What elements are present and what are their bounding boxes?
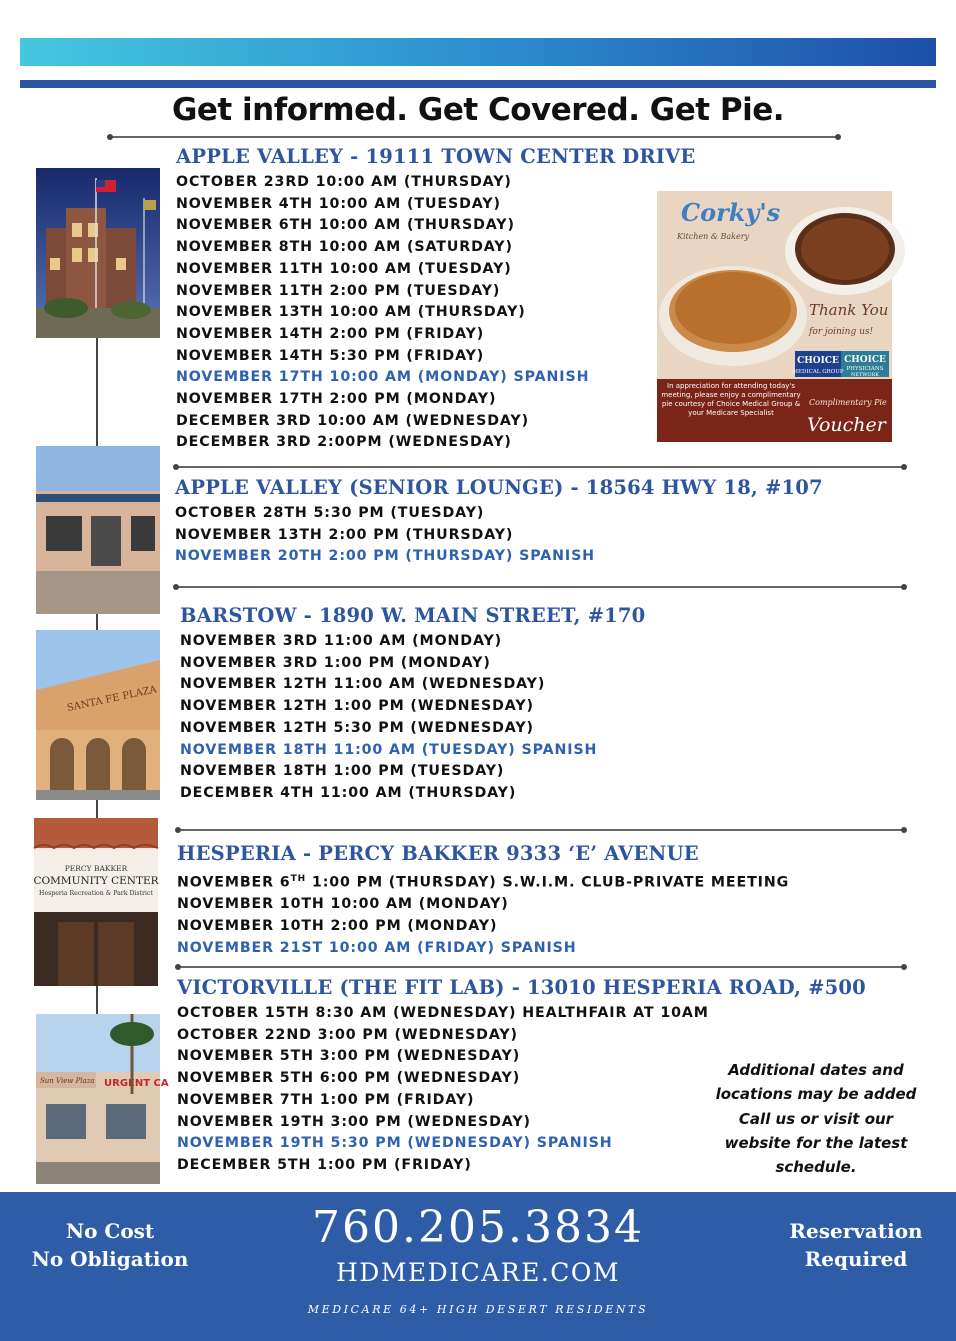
required-text: Required <box>804 1247 908 1271</box>
schedule-line-spanish: NOVEMBER 20TH 2:00 PM (THURSDAY) SPANISH <box>175 548 595 565</box>
schedule-line-spanish: NOVEMBER 21ST 10:00 AM (FRIDAY) SPANISH <box>177 939 577 956</box>
schedule-line: NOVEMBER 10TH 10:00 AM (MONDAY) <box>177 896 509 913</box>
timeline-connector <box>96 336 98 456</box>
website-link[interactable]: HDMEDICARE.COM <box>335 1258 621 1287</box>
no-cost-text: No Cost <box>65 1219 155 1243</box>
phone-number[interactable]: 760.205.3834 <box>312 1202 644 1253</box>
logo-right-1: CHOICE <box>844 355 886 365</box>
schedule-line: NOVEMBER 13TH 10:00 AM (THURSDAY) <box>176 304 526 321</box>
voucher-brand: Corky's <box>681 198 781 227</box>
barstow-sign-text: SANTA FE PLAZA <box>66 684 158 715</box>
schedule-line: NOVEMBER 5TH 3:00 PM (WEDNESDAY) <box>177 1048 521 1065</box>
schedule-line: NOVEMBER 8TH 10:00 AM (SATURDAY) <box>176 239 513 256</box>
divider-headline <box>110 136 838 138</box>
divider <box>176 466 904 468</box>
top-thin-bar <box>20 80 936 88</box>
schedule-line: NOVEMBER 19TH 3:00 PM (WEDNESDAY) <box>177 1113 531 1130</box>
schedule-line: NOVEMBER 6TH 10:00 AM (THURSDAY) <box>176 217 515 234</box>
section-title: HESPERIA - PERCY BAKKER 9333 ‘E’ AVENUE <box>177 842 699 865</box>
divider <box>176 586 904 588</box>
schedule-line: OCTOBER 22ND 3:00 PM (WEDNESDAY) <box>177 1026 518 1043</box>
logo-right-2: PHYSICIANS <box>846 366 884 372</box>
schedule-line: NOVEMBER 4TH 10:00 AM (TUESDAY) <box>176 195 501 212</box>
headline: Get informed. Get Covered. Get Pie. <box>171 92 785 128</box>
section-title: BARSTOW - 1890 W. MAIN STREET, #170 <box>180 604 646 627</box>
section-title: APPLE VALLEY (SENIOR LOUNGE) - 18564 HWY 18, #107 <box>175 476 823 499</box>
schedule-line: NOVEMBER 18TH 1:00 PM (TUESDAY) <box>180 763 505 780</box>
hesperia-sign-line2: COMMUNITY CENTER <box>33 875 159 887</box>
schedule-line: NOVEMBER 14TH 2:00 PM (FRIDAY) <box>176 325 485 342</box>
photo-barstow-plaza <box>36 630 160 800</box>
schedule-line: NOVEMBER 5TH 6:00 PM (WEDNESDAY) <box>177 1070 521 1087</box>
schedule-line: OCTOBER 23RD 10:00 AM (THURSDAY) <box>176 174 512 190</box>
schedule-line-spanish: NOVEMBER 17TH 10:00 AM (MONDAY) SPANISH <box>176 369 590 386</box>
schedule-line: NOVEMBER 7TH 1:00 PM (FRIDAY) <box>177 1091 475 1108</box>
voucher-word: Voucher <box>807 414 886 436</box>
photo-apple-valley-building <box>36 168 160 338</box>
footer-tagline: MEDICARE 64+ HIGH DESERT RESIDENTS <box>307 1303 649 1316</box>
schedule-line: NOVEMBER 12TH 11:00 AM (WEDNESDAY) <box>180 676 546 693</box>
schedule-line: NOVEMBER 10TH 2:00 PM (MONDAY) <box>177 918 498 935</box>
schedule-line: NOVEMBER 17TH 2:00 PM (MONDAY) <box>176 391 497 408</box>
schedule-line: NOVEMBER 11TH 2:00 PM (TUESDAY) <box>176 282 501 299</box>
note-line: Call us or visit our <box>738 1109 894 1128</box>
schedule-line: NOVEMBER 12TH 5:30 PM (WEDNESDAY) <box>180 719 534 736</box>
schedule-line: NOVEMBER 3RD 11:00 AM (MONDAY) <box>180 633 503 649</box>
schedule-line-rest: 1:00 PM (THURSDAY) S.W.I.M. CLUB-PRIVATE MEETING <box>306 874 790 891</box>
section-title: APPLE VALLEY - 19111 TOWN CENTER DRIVE <box>176 145 696 168</box>
schedule-line: DECEMBER 4TH 11:00 AM (THURSDAY) <box>180 784 517 801</box>
schedule-line-spanish: NOVEMBER 18TH 11:00 AM (TUESDAY) SPANISH <box>180 741 598 758</box>
schedule-line: NOVEMBER 12TH 1:00 PM (WEDNESDAY) <box>180 698 534 715</box>
schedule-line: DECEMBER 3RD 10:00 AM (WEDNESDAY) <box>176 412 529 429</box>
section-title: VICTORVILLE (THE FIT LAB) - 13010 HESPERIA ROAD, #500 <box>177 976 866 999</box>
pie-voucher <box>657 191 892 442</box>
victorville-sign-1: Sun View Plaza <box>40 1077 95 1085</box>
schedule-line <box>177 869 789 894</box>
additional-dates-note <box>710 1058 922 1179</box>
divider <box>178 829 904 831</box>
voucher-thank-you: Thank You <box>809 301 889 319</box>
schedule-line-sup: TH <box>290 874 307 884</box>
footer-banner <box>0 1192 956 1341</box>
divider <box>178 966 904 968</box>
schedule-line: DECEMBER 5TH 1:00 PM (FRIDAY) <box>177 1156 472 1173</box>
voucher-thank-you-2: for joining us! <box>809 327 874 337</box>
note-line: schedule. <box>775 1158 857 1177</box>
schedule-line: OCTOBER 28TH 5:30 PM (TUESDAY) <box>175 505 485 521</box>
schedule-line: NOVEMBER 11TH 10:00 AM (TUESDAY) <box>176 260 512 277</box>
no-obligation-text: No Obligation <box>31 1247 189 1271</box>
photo-senior-lounge <box>36 446 160 614</box>
hesperia-sign-line1: PERCY BAKKER <box>64 864 128 873</box>
schedule-line: OCTOBER 15TH 8:30 AM (WEDNESDAY) HEALTHFAIR AT 10AM <box>177 1005 709 1021</box>
schedule-line-date: NOVEMBER 6 <box>177 874 291 891</box>
section-hesperia <box>177 842 789 960</box>
section-barstow <box>180 604 645 805</box>
note-line: website for the latest <box>724 1133 908 1152</box>
schedule-line-spanish: NOVEMBER 19TH 5:30 PM (WEDNESDAY) SPANISH <box>177 1135 613 1152</box>
photo-victorville-plaza <box>36 1014 169 1184</box>
logo-left-2: MEDICAL GROUP <box>792 369 844 375</box>
victorville-sign-2: URGENT CA <box>104 1078 169 1089</box>
schedule-line: NOVEMBER 3RD 1:00 PM (MONDAY) <box>180 654 491 671</box>
footer-right <box>776 1217 936 1273</box>
schedule-line: DECEMBER 3RD 2:00PM (WEDNESDAY) <box>176 434 512 451</box>
section-apple-valley <box>176 145 695 454</box>
photo-percy-bakker-center <box>34 818 158 986</box>
hesperia-sign-line3: Hesperia Recreation & Park District <box>39 890 153 897</box>
logo-right-3: NETWORK <box>850 372 880 378</box>
voucher-brand-sub: Kitchen & Bakery <box>677 232 750 241</box>
logo-left-1: CHOICE <box>797 356 839 366</box>
reservation-text: Reservation <box>789 1219 923 1243</box>
top-gradient-bar <box>20 38 936 66</box>
voucher-comp: Complimentary Pie <box>809 398 887 407</box>
note-line: Additional dates and <box>728 1061 904 1079</box>
note-line: locations may be added <box>715 1085 917 1104</box>
voucher-note: In appreciation for attending today's meeting, please enjoy a complimentary pie courtesy of Choice Medical Group & your Medicare Specialist <box>661 382 801 417</box>
schedule-line: NOVEMBER 13TH 2:00 PM (THURSDAY) <box>175 526 514 543</box>
section-senior-lounge <box>175 476 823 568</box>
schedule-line: NOVEMBER 14TH 5:30 PM (FRIDAY) <box>176 347 485 364</box>
